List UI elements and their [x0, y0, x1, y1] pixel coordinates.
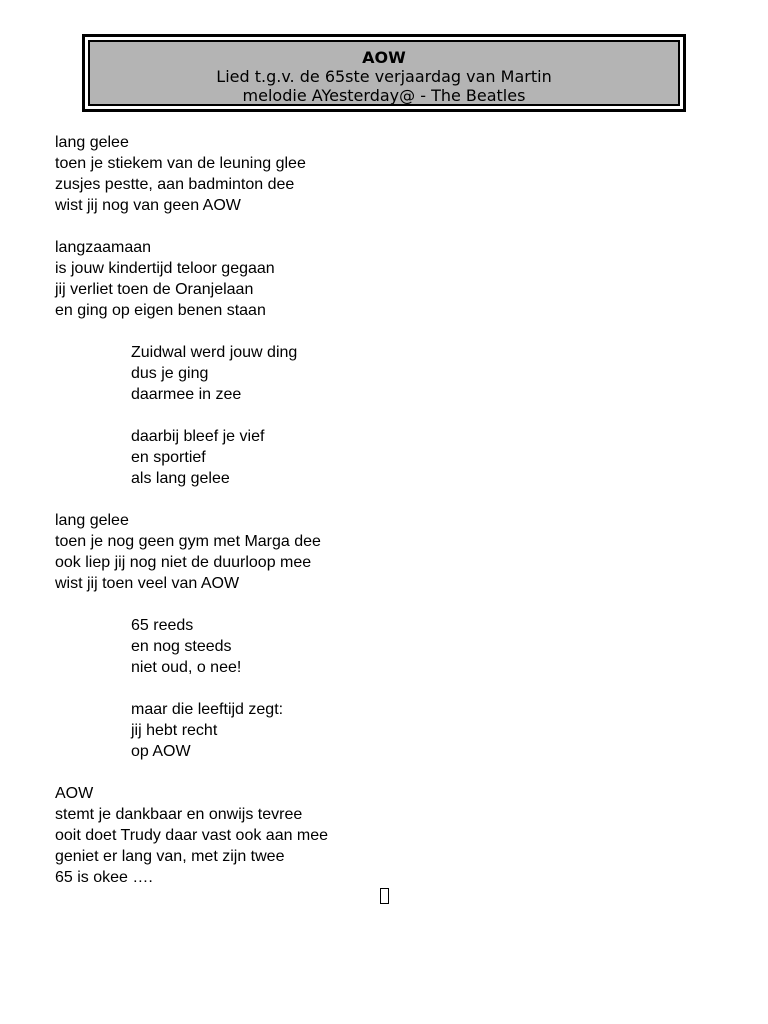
lyric-line: als lang gelee	[131, 470, 230, 487]
song-subtitle: Lied t.g.v. de 65ste verjaardag van Martin	[216, 67, 552, 86]
lyric-line: lang gelee	[55, 512, 129, 529]
lyric-line: geniet er lang van, met zijn twee	[55, 848, 285, 865]
indented-stanza	[55, 426, 328, 489]
stanza	[55, 237, 328, 321]
lyric-line: ooit doet Trudy daar vast ook aan mee	[55, 827, 329, 844]
lyric-line: toen je nog geen gym met Marga dee	[55, 533, 321, 550]
lyric-line: daarbij bleef je vief	[131, 428, 265, 445]
lyric-line: 65 reeds	[131, 617, 194, 634]
lyric-line: toen je stiekem van de leuning glee	[55, 155, 306, 172]
lyric-line: en sportief	[131, 449, 206, 466]
lyric-line: zusjes pestte, aan badminton dee	[55, 176, 295, 193]
lyric-line: en ging op eigen benen staan	[55, 302, 266, 319]
lyric-line: langzaamaan	[55, 239, 152, 256]
song-melody: melodie AYesterday@ - The Beatles	[242, 86, 526, 105]
lyric-line: is jouw kindertijd teloor gegaan	[55, 260, 275, 277]
lyric-line: jij hebt recht	[131, 722, 218, 739]
lyric-line: stemt je dankbaar en onwijs tevree	[55, 806, 303, 823]
lyric-line: en nog steeds	[131, 638, 232, 655]
lyric-line: AOW	[55, 785, 94, 802]
title-box-inner	[88, 40, 680, 106]
lyric-line: ook liep jij nog niet de duurloop mee	[55, 554, 312, 571]
lyric-line: maar die leeftijd zegt:	[131, 701, 284, 718]
indented-stanza	[55, 342, 328, 405]
stanza	[55, 510, 328, 594]
lyric-line: niet oud, o nee!	[131, 659, 242, 676]
lyric-line: op AOW	[131, 743, 191, 760]
lyric-line: 65 is okee ….	[55, 869, 153, 886]
stanza	[55, 132, 328, 216]
lyric-line: wist jij nog van geen AOW	[55, 197, 241, 214]
indented-stanza	[55, 699, 328, 762]
lyric-line: lang gelee	[55, 134, 129, 151]
lyric-line: Zuidwal werd jouw ding	[131, 344, 298, 361]
lyric-line: wist jij toen veel van AOW	[55, 575, 240, 592]
indented-stanza	[55, 615, 328, 678]
title-box	[82, 34, 686, 112]
lyric-line: jij verliet toen de Oranjelaan	[55, 281, 254, 298]
song-title: AOW	[362, 48, 406, 67]
missing-glyph-icon	[380, 888, 389, 904]
stanza	[55, 783, 328, 888]
lyric-line: daarmee in zee	[131, 386, 242, 403]
lyric-line: dus je ging	[131, 365, 209, 382]
lyrics	[55, 132, 328, 909]
